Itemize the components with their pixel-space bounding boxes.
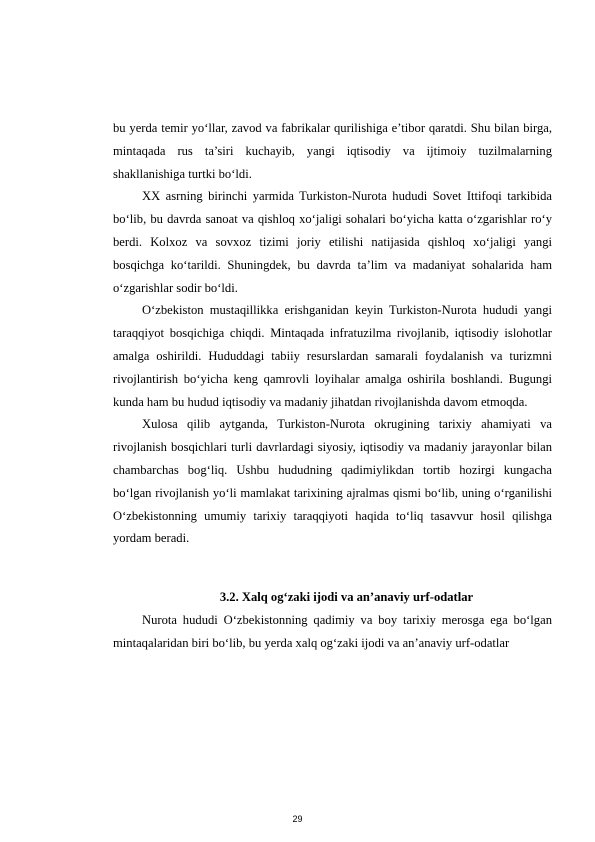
section-heading: 3.2. Xalq og‘zaki ijodi va an’anaviy urf-odatlar [219,590,474,605]
paragraph-continuation: bu yerda temir yo‘llar, zavod va fabrikalar qurilishiga e’tibor qaratdi. Shu bilan birga, mintaqada rus ta’siri kuchayib, yangi iqtisodiy va ijtimoiy tuzilmalarning shakllanishiga turtki bo‘ldi. [113,121,552,181]
page-number: 29 [292,814,303,824]
paragraph-independence: O‘zbekiston mustaqillikka erishganidan keyin Turkiston-Nurota hududi yangi taraqqiyot bosqichiga chiqdi. Mintaqada infratuzilma rivojlanib, iqtisodiy islohotlar amalga oshirildi. Hududdagi tabiiy resurslardan samarali foydalanish va turizmni rivojlantirish bo‘yicha keng qamrovli loyihalar amalga oshirila boshlandi. Bugungi kunda ham bu hudud iqtisodiy va madaniy jihatdan rivojlanishda davom etmoqda. [113,303,552,409]
paragraph-section-intro: Nurota hududi O‘zbekistonning qadimiy va boy tarixiy merosga ega bo‘lgan mintaqalaridan biri bo‘lib, bu yerda xalq og‘zaki ijodi va an’anaviy urf-odatlar [113,612,552,650]
body-text [113,117,552,655]
paragraph-conclusion: Xulosa qilib aytganda, Turkiston-Nurota okrugining tarixiy ahamiyati va rivojlanish bosqichlari turli davrlardagi siyosiy, iqtisodiy va madaniy jarayonlar bilan chambarchas bog‘liq. Ushbu hududning qadimiylikdan tortib hozirgi kungacha bo‘lgan rivojlanish yo‘li mamlakat tarixining ajralmas qismi bo‘lib, uning o‘rganilishi O‘zbekistonning umumiy tarixiy taraqqiyoti haqida to‘liq tasavvur hosil qilishga yordam beradi. [113,417,552,546]
paragraph-soviet-period: XX asrning birinchi yarmida Turkiston-Nurota hududi Sovet Ittifoqi tarkibida bo‘lib, bu davrda sanoat va qishloq xo‘jaligi sohalari bo‘yicha katta o‘zgarishlar ro‘y berdi. Kolxoz va sovxoz tizimi joriy etilishi natijasida qishloq xo‘jaligi yangi bosqichga ko‘tarildi. Shuningdek, bu davrda ta’lim va madaniyat sohalarida ham o‘zgarishlar sodir bo‘ldi. [113,189,552,295]
